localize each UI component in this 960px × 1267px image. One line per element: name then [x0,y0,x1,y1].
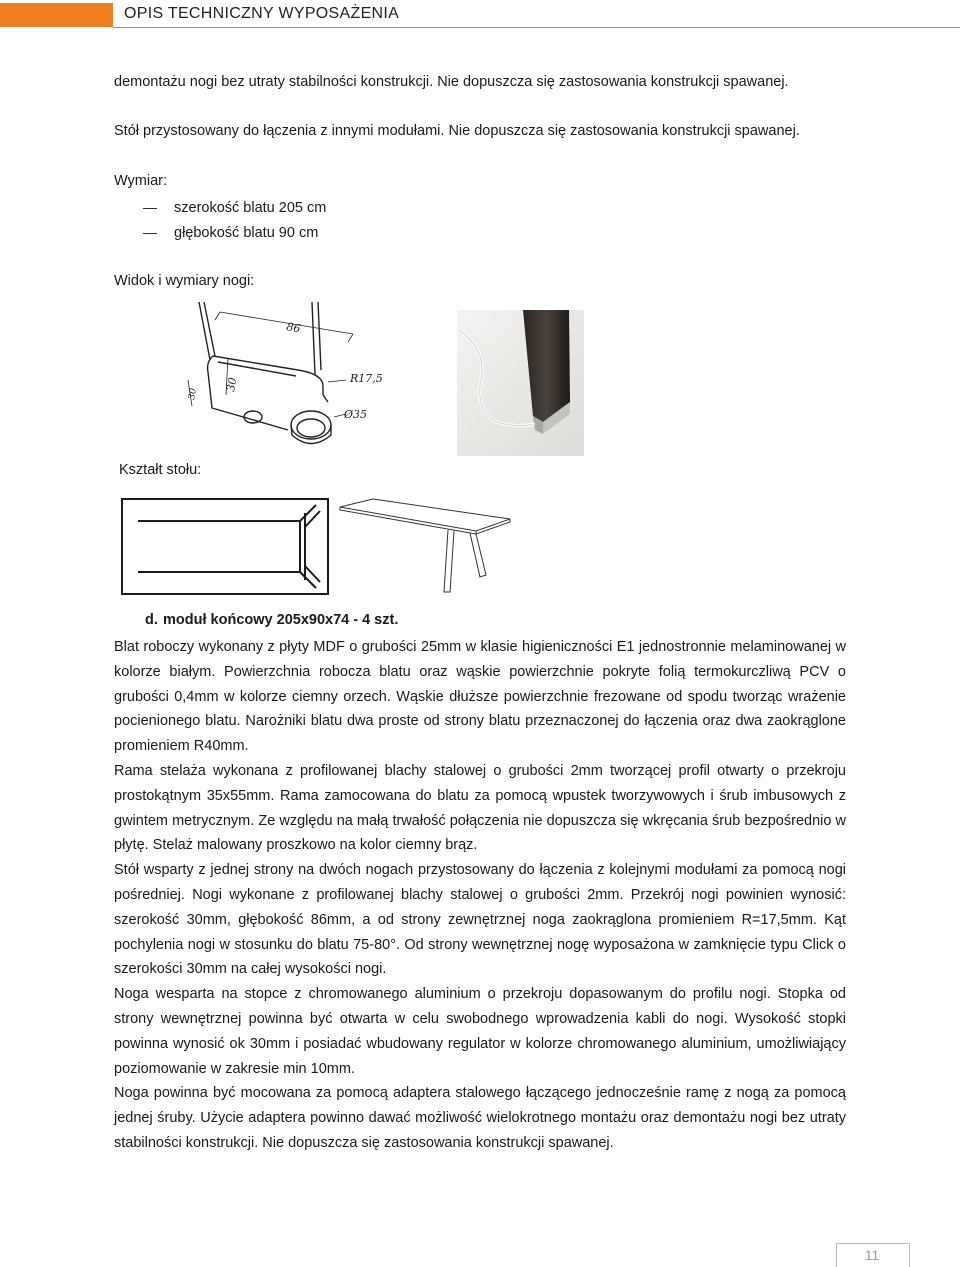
leg-photo [457,310,584,456]
paragraph-worktop: Blat roboczy wykonany z płyty MDF o grubości 25mm w klasie higieniczności E1 jednostronnie melaminowanej w kolorze białym. Powierzchnia robocza blatu oraz wąskie powierzchnie pokryte folią termokurczliwą PCV o grubości 0,4mm w kolorze ciemny orzech. Wąskie dłuższe powierzchnie frezowane od spodu tworząc wrażenie pocienionego blatu. Narożniki blatu dwa proste od strony blatu przeznaczonej do łączenia oraz dwa zaokrąglone promieniem R40mm. [114,639,846,755]
dash-bullet-icon [143,233,157,234]
paragraph-frame: Rama stelaża wykonana z profilowanej blachy stalowej o grubości 2mm tworzącej profil otwarty o przekroju prostokątnym 35x55mm. Rama zamocowana do blatu za pomocą wpustek tworzywowych i śrub imbusowych z gwintem metrycznym. Ze względu na małą trwałość połączenia nie dopuszcza się wkręcania śrub bezpośrednio w płytę. Stelaż malowany proszkowo na kolor ciemny brąz. [114,762,846,854]
page-number: 11 [864,1247,880,1263]
leg-technical-drawing [178,300,388,465]
list-item-text: głębokość blatu 90 cm [174,225,319,241]
table-top-view-drawing [120,497,330,597]
document-title: OPIS TECHNICZNY WYPOSAŻENIA [124,5,400,22]
intro-paragraph-1: demontażu nogi bez utraty stabilności konstrukcji. Nie dopuszcza się zastosowania konstrukcji spawanej. [114,74,789,90]
paragraph-foot: Noga wesparta na stopce z chromowanego aluminium o przekroju dopasowanym do profilu nogi. Stopka od strony wewnętrznej powinna być otwarta w celu swobodnego wprowadzenia kabli do nogi. Wysokość stopki powinna wynosić ok 30mm i posiadać wbudowany regulator w kolorze chromowanego aluminium, umożliwiający poziomowanie w zakresie min 10mm. [114,986,846,1077]
dimension-label-radius: R17,5 [350,372,383,385]
dimension-label-diameter: Ø35 [344,408,368,421]
list-item [143,221,318,245]
leg-view-label: Widok i wymiary nogi: [114,273,255,289]
paragraph-adapter: Noga powinna być mocowana za pomocą adaptera stalowego łączącego jednocześnie ramę z nogą za pomocą jednej śruby. Użycie adaptera powinno dawać możliwość wielokrotnego montażu oraz demontażu nogi bez utraty stabilności konstrukcji. Nie dopuszcza się zastosowania konstrukcji spawanej. [114,1085,846,1151]
list-item [143,196,326,220]
header-accent-bar [0,3,113,27]
dimension-label-depth: 86 [285,320,302,336]
dimension-label-width: 30 [224,376,240,393]
table-perspective-drawing [338,497,513,597]
list-item-text: szerokość blatu 205 cm [174,200,327,216]
header-divider [113,27,960,28]
dash-bullet-icon [143,208,157,209]
intro-paragraph-2: Stół przystosowany do łączenia z innymi modułami. Nie dopuszcza się zastosowania konstrukcji spawanej. [114,123,800,139]
dimension-label-foot: 30 [187,387,199,401]
section-letter: d. [145,612,158,628]
section-title: moduł końcowy 205x90x74 - 4 szt. [163,612,399,628]
dimensions-label: Wymiar: [114,173,168,189]
paragraph-legs: Stół wsparty z jednej strony na dwóch nogach przystosowany do łączenia z kolejnymi modułami za pomocą nogi pośredniej. Nogi wykonane z profilowanej blachy stalowej o grubości 2mm. Przekrój nogi powinien wynosić: szerokość 30mm, głębokość 86mm, a od strony zewnętrznej noga zaokrąglona promieniem R=17,5mm. Kąt pochylenia nogi w stosunku do blatu 75-80°. Od strony wewnętrznej nogę wyposażona w zamknięcie typu Click o szerokości 30mm na całej wysokości nogi. [114,862,846,978]
section-heading [145,612,398,628]
section-body [114,635,846,1156]
table-shape-label: Kształt stołu: [119,462,202,478]
